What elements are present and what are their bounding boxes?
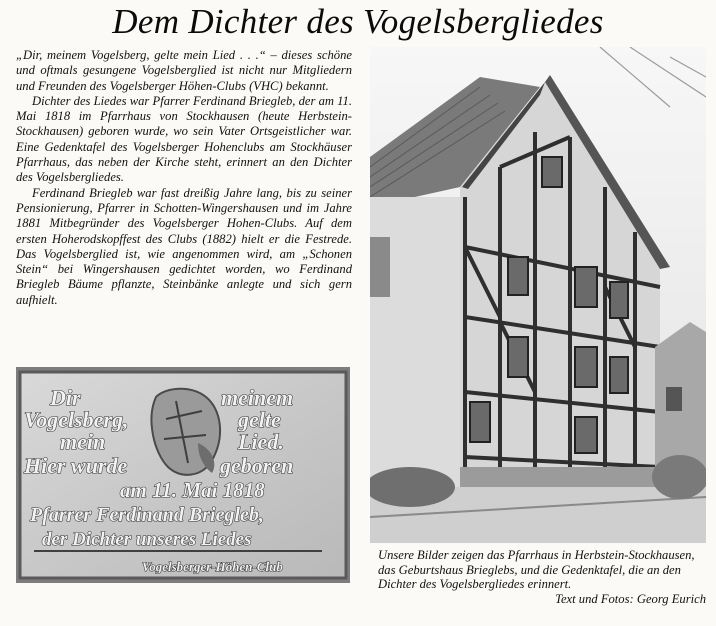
plaque-line5: am 11. Mai 1818	[120, 478, 265, 502]
plaque-line2-right: gelte	[238, 407, 281, 432]
article-body	[16, 48, 352, 308]
caption-text: Unsere Bilder zeigen das Pfarrhaus in Herbstein-Stockhausen, das Geburtshaus Brieglebs, und die Gedenktafel, die an den Dichter des Vogelsbergliedes erinnert.	[378, 548, 695, 592]
plaque-line7: der Dichter unseres Liedes	[42, 529, 252, 550]
plaque-line3-right: Lied.	[238, 429, 284, 454]
plaque-line3-left: mein	[60, 429, 106, 454]
plaque-line1-left: Dir	[50, 385, 81, 410]
article-paragraph-1: „Dir, meinem Vogelsberg, gelte mein Lied . . .“ – dieses schöne und oftmals gesungene Vogelsberglied ist nicht nur Mitgliedern und Freunden des Vogelsberger Höhen-Clubs (VHC) bekannt.	[16, 48, 352, 93]
caption-credit: Text und Fotos: Georg Eurich	[555, 591, 706, 606]
plaque-line4-right: geboren	[220, 453, 294, 478]
photo-caption	[378, 548, 706, 606]
plaque-line2-left: Vogelsberg,	[24, 407, 129, 432]
headline: Dem Dichter des Vogelsbergliedes	[112, 2, 604, 41]
plaque-photo	[16, 367, 350, 583]
plaque-line8: Vogelsberger-Höhen-Club	[142, 559, 283, 574]
plaque-line6: Pfarrer Ferdinand Briegleb,	[30, 504, 264, 526]
plaque-line1-right: meinem	[221, 385, 294, 410]
article-paragraph-2: Dichter des Liedes war Pfarrer Ferdinand Briegleb, der am 11. Mai 1818 im Pfarrhaus von Stockhausen (heute Herbstein-Stockhausen) geboren wurde, wo sein Vater Ortsgeistlicher war. Eine Gedenktafel des Vogelsberger Hohenclubs am Stockhäuser Pfarrhaus, das neben der Kirche steht, erinnert an den Dichter des Vogelsbergliedes.	[16, 93, 352, 185]
plaque-line4-left: Hier wurde	[24, 453, 128, 478]
parsonage-photo	[370, 47, 706, 543]
article-paragraph-3: Ferdinand Briegleb war fast dreißig Jahre lang, bis zu seiner Pensionierung, Pfarrer in Schotten-Wingershausen und im Jahre 1881 Mitbegründer des Vogelsberger Hohen-Clubs. Auf dem ersten Hoherodskopffest des Clubs (1882) hielt er die Festrede. Das Vogelsberglied ist, wie angenommen wird, am „Schonen Stein“ bei Wingershausen gedichtet worden, wo Ferdinand Briegleb Bäume pflanzte, Steinbänke anlegte und sich gern aufhielt.	[16, 185, 352, 307]
